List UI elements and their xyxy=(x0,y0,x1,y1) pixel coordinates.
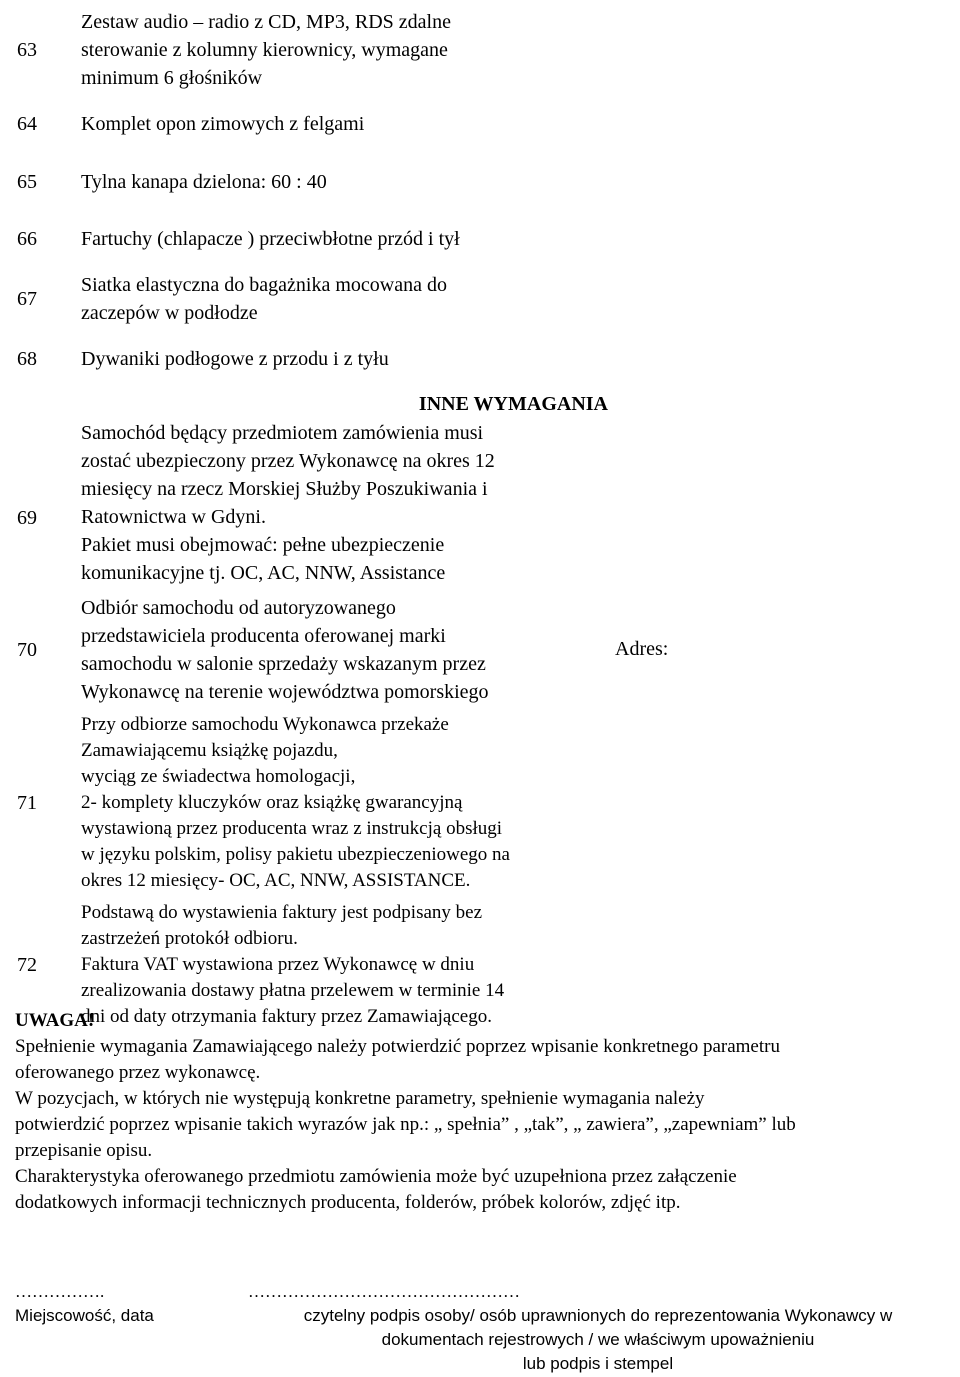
spec-table-wrapper xyxy=(5,4,955,1032)
row-value-cell[interactable] xyxy=(607,94,955,152)
desc-line: Dywaniki podłogowe z przodu i z tyłu xyxy=(81,347,389,370)
row-number: 65 xyxy=(17,170,37,193)
notes-line: przepisanie opisu. xyxy=(15,1140,153,1161)
row-description xyxy=(68,209,607,267)
address-label: Adres: xyxy=(615,637,669,660)
signature-caption-line: czytelny podpis osoby/ osób uprawnionych do reprezentowania Wykonawcy w xyxy=(303,1306,893,1325)
signature-caption-line: lub podpis i stempel xyxy=(522,1354,674,1373)
row-description xyxy=(68,590,607,708)
notes-line: dodatkowych informacji technicznych producenta, folderów, próbek kolorów, zdjęć itp. xyxy=(15,1192,681,1213)
desc-line: komunikacyjne tj. OC, AC, NNW, Assistance xyxy=(81,562,446,584)
row-description xyxy=(68,4,607,94)
desc-line: minimum 6 głośników xyxy=(81,67,263,89)
row-number-text: 69 xyxy=(17,507,37,529)
desc-line: Siatka elastyczna do bagażnika mocowana do xyxy=(81,274,447,296)
notes-line: potwierdzić poprzez wpisanie takich wyrazów jak np.: „ spełnia” , „tak”, „ zawiera”, „zapewniam” lub xyxy=(15,1114,796,1135)
table-row xyxy=(5,152,955,209)
notes-line: W pozycjach, w których nie występują konkretne parametry, spełnienie wymagania należy xyxy=(15,1088,705,1109)
table-row xyxy=(5,708,955,896)
desc-line: Zestaw audio – radio z CD, MP3, RDS zdalne xyxy=(81,11,451,33)
desc-line: Pakiet musi obejmować: pełne ubezpieczenie xyxy=(81,534,445,556)
row-number: 68 xyxy=(17,347,37,370)
row-number xyxy=(5,386,68,590)
desc-line: wystawioną przez producenta wraz z instrukcją obsługi xyxy=(81,818,503,839)
desc-line: samochodu w salonie sprzedaży wskazanym przez xyxy=(81,653,486,675)
desc-line: zaczepów w podłodze xyxy=(81,302,258,324)
row-number: 64 xyxy=(17,113,37,135)
notes-line: oferowanego przez wykonawcę. xyxy=(15,1062,261,1083)
desc-line: miesięcy na rzecz Morskiej Służby Poszukiwania i xyxy=(81,478,488,500)
row-value-cell[interactable] xyxy=(607,267,955,329)
table-row xyxy=(5,267,955,329)
desc-line: wyciąg ze świadectwa homologacji, xyxy=(81,766,356,787)
desc-line: Fartuchy (chlapacze ) przeciwbłotne przód i tył xyxy=(81,228,460,250)
notes-paragraph-3 xyxy=(15,1164,950,1216)
row-number: 66 xyxy=(17,228,37,250)
notes-section xyxy=(15,1008,950,1216)
notes-line: Charakterystyka oferowanego przedmiotu zamówienia może być uzupełniona przez załączenie xyxy=(15,1166,737,1187)
table-row xyxy=(5,329,955,386)
row-description xyxy=(68,708,607,896)
desc-line: Podstawą do wystawienia faktury jest podpisany bez xyxy=(81,902,483,923)
table-row xyxy=(5,94,955,152)
row-description xyxy=(68,329,607,386)
row-number: 63 xyxy=(17,39,37,61)
desc-line: sterowanie z kolumny kierownicy, wymagane xyxy=(81,39,448,61)
desc-line: w języku polskim, polisy pakietu ubezpieczeniowego na xyxy=(81,844,510,865)
address-cell[interactable] xyxy=(607,590,955,708)
row-number: 67 xyxy=(17,288,37,310)
row-number: 71 xyxy=(17,792,37,814)
section-heading: INNE WYMAGANIA xyxy=(418,393,608,415)
row-value-cell[interactable] xyxy=(607,4,955,94)
desc-line: zrealizowania dostawy płatna przelewem w terminie 14 xyxy=(81,980,505,1001)
desc-line: 2- komplety kluczyków oraz książkę gwarancyjną xyxy=(81,792,463,813)
row-description xyxy=(68,152,607,209)
notes-paragraph-2 xyxy=(15,1086,950,1164)
signature-caption-line: dokumentach rejestrowych / we właściwym upoważnieniu xyxy=(381,1330,815,1349)
table-row xyxy=(5,209,955,267)
table-row xyxy=(5,590,955,708)
desc-line: przedstawiciela producenta oferowanej marki xyxy=(81,625,446,647)
notes-heading: UWAGA! xyxy=(15,1010,95,1031)
notes-line: Spełnienie wymagania Zamawiającego należy potwierdzić poprzez wpisanie konkretnego parametru xyxy=(15,1036,780,1057)
table-row xyxy=(5,386,955,590)
signature-dots: ………………………………………… xyxy=(248,1282,520,1301)
row-description xyxy=(68,267,607,329)
desc-line: okres 12 miesięcy- OC, AC, NNW, ASSISTANCE. xyxy=(81,870,471,891)
table-row xyxy=(5,4,955,94)
place-date-dots: ……………. xyxy=(15,1282,105,1301)
desc-line: zastrzeżeń protokół odbioru. xyxy=(81,928,298,949)
signature-caption-shown xyxy=(248,1304,948,1376)
row-value-cell[interactable] xyxy=(607,329,955,386)
row-number: 72 xyxy=(17,954,37,976)
row-value-cell[interactable] xyxy=(607,152,955,209)
desc-line: Samochód będący przedmiotem zamówienia musi xyxy=(81,422,484,444)
row-value-cell[interactable] xyxy=(607,209,955,267)
row-value-cell[interactable] xyxy=(607,386,955,590)
desc-line: Przy odbiorze samochodu Wykonawca przekaże xyxy=(81,714,449,735)
row-number: 70 xyxy=(17,639,37,661)
desc-line: Tylna kanapa dzielona: 60 : 40 xyxy=(81,170,327,193)
desc-line: Ratownictwa w Gdyni. xyxy=(81,506,266,528)
spec-table xyxy=(5,4,955,1032)
desc-line: zostać ubezpieczony przez Wykonawcę na okres 12 xyxy=(81,450,495,472)
desc-line: Komplet opon zimowych z felgami xyxy=(81,113,365,135)
notes-paragraph-1 xyxy=(15,1034,950,1086)
desc-line: Zamawiającemu książkę pojazdu, xyxy=(81,740,338,761)
desc-line: Wykonawcę na terenie województwa pomorskiego xyxy=(81,681,489,703)
row-description xyxy=(68,386,607,590)
row-value-cell[interactable] xyxy=(607,708,955,896)
place-date-label: Miejscowość, data xyxy=(15,1306,154,1325)
desc-line: Faktura VAT wystawiona przez Wykonawcę w dniu xyxy=(81,954,475,975)
row-description xyxy=(68,94,607,152)
desc-line: dni od daty otrzymania faktury przez Zamawiającego. xyxy=(81,1006,492,1027)
desc-line: Odbiór samochodu od autoryzowanego xyxy=(81,597,396,619)
